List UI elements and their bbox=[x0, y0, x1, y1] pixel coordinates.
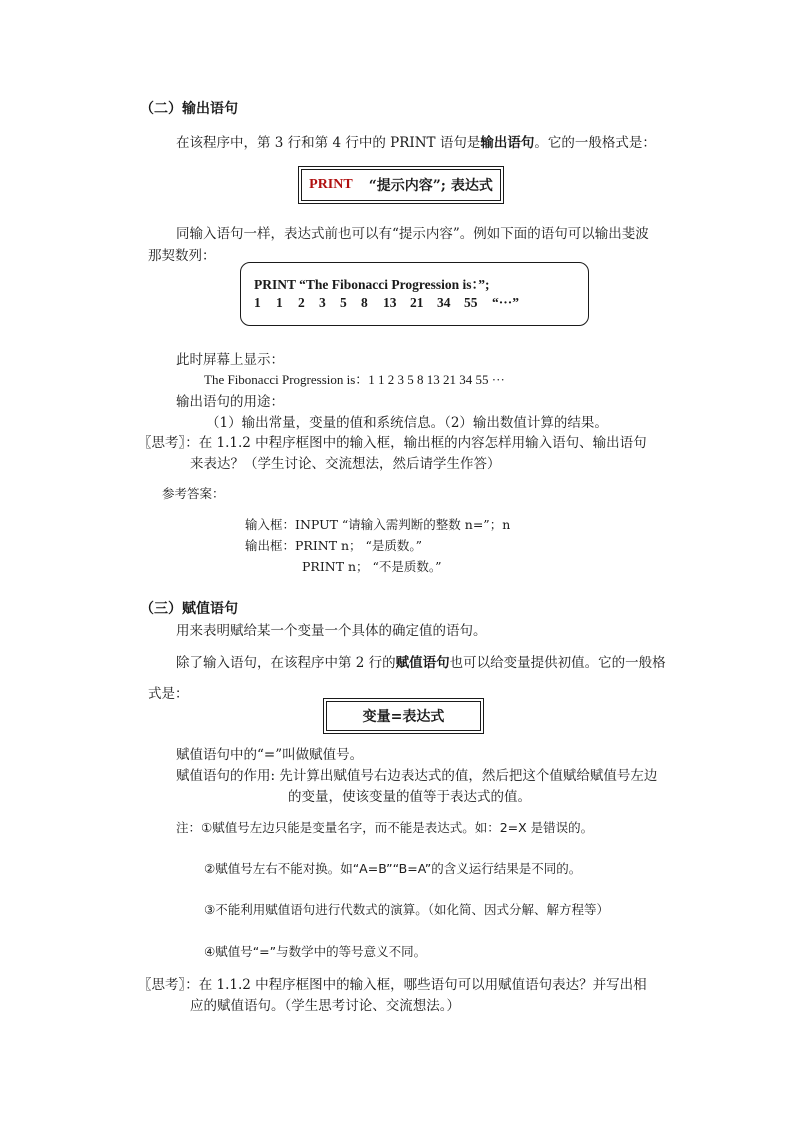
output-intro-paragraph bbox=[176, 131, 656, 151]
assignment-definition: 用来表明赋给某一个变量一个具体的确定值的语句。 bbox=[176, 623, 487, 639]
assignment-role-line1: 赋值语句的作用: 先计算出赋值号右边表达式的值，然后把这个值赋给赋值号左边 bbox=[176, 768, 658, 784]
note-4: ④赋值号“=”与数学中的等号意义不同。 bbox=[204, 944, 427, 959]
answer-output-line2: PRINT n； “不是质数。” bbox=[302, 559, 442, 574]
note-3: ③不能利用赋值语句进行代数式的演算。（如化简、因式分解、解方程等） bbox=[204, 902, 609, 917]
fibonacci-paragraph-line2: 那契数列： bbox=[148, 248, 216, 264]
answer-output-line1: 输出框：PRINT n； “是质数。” bbox=[245, 538, 423, 553]
fib-number: 2 bbox=[298, 295, 305, 310]
fib-number: 1 bbox=[254, 295, 261, 310]
assignment-paragraph-line2: 式是： bbox=[148, 686, 189, 702]
fib-number: 8 bbox=[361, 295, 368, 310]
fib-number: 21 bbox=[410, 295, 424, 310]
note-2: ②赋值号左右不能对换。如“A=B”“B=A”的含义运行结果是不同的。 bbox=[204, 861, 582, 876]
think-1-line1: 〖思考〗：在 1.1.2 中程序框图中的输入框，输出框的内容怎样用输入语句、输出语句 bbox=[138, 435, 647, 451]
fib-number: 34 bbox=[437, 295, 451, 310]
think-2-line2: 应的赋值语句。（学生思考讨论、交流想法。） bbox=[190, 998, 460, 1014]
screen-display-label: 此时屏幕上显示： bbox=[176, 352, 284, 368]
fibonacci-code-box bbox=[240, 262, 589, 326]
fib-ellipsis: “···” bbox=[492, 295, 520, 310]
print-format-rest: “提示内容”; 表达式 bbox=[368, 178, 493, 194]
note-1: 注：①赋值号左边只能是变量名字，而不能是表达式。如：2=X 是错误的。 bbox=[176, 820, 594, 835]
screen-display-text: The Fibonacci Progression is：1 1 2 3 5 8 13 21 34 55 ··· bbox=[204, 372, 505, 387]
fib-number: 1 bbox=[276, 295, 283, 310]
assignment-role-line2: 的变量，使该变量的值等于表达式的值。 bbox=[288, 789, 531, 805]
answer-input-line: 输入框：INPUT “请输入需判断的整数 n=”；n bbox=[245, 517, 511, 532]
usage-label: 输出语句的用途： bbox=[176, 394, 284, 410]
code-line-1: PRINT “The Fibonacci Progression is：”; bbox=[254, 277, 490, 292]
assignment-para-post: 也可以给变量提供初值。它的一般格 bbox=[449, 655, 666, 671]
assignment-sign-line: 赋值语句中的“=”叫做赋值号。 bbox=[176, 747, 364, 763]
print-keyword: PRINT bbox=[309, 177, 353, 192]
output-intro-pre: 在该程序中，第 3 行和第 4 行中的 PRINT 语句是 bbox=[176, 135, 481, 151]
output-intro-bold: 输出语句 bbox=[480, 135, 535, 151]
output-intro-post: 。它的一般格式是： bbox=[534, 135, 656, 151]
code-line-2 bbox=[254, 295, 519, 311]
assignment-format-box: 变量=表达式 bbox=[326, 701, 481, 731]
think-2-line1: 〖思考〗：在 1.1.2 中程序框图中的输入框，哪些语句可以用赋值语句表达？并写出相 bbox=[138, 977, 647, 993]
section-2-heading: （二）输出语句 bbox=[140, 101, 238, 117]
print-format-box bbox=[301, 169, 501, 201]
fib-number: 55 bbox=[464, 295, 478, 310]
fib-number: 5 bbox=[340, 295, 347, 310]
assignment-paragraph-line1 bbox=[176, 651, 666, 671]
fibonacci-paragraph-line1: 同输入语句一样，表达式前也可以有“提示内容”。例如下面的语句可以输出斐波 bbox=[176, 226, 649, 242]
think-1-line2: 来表达？（学生讨论、交流想法，然后请学生作答） bbox=[190, 456, 501, 472]
section-3-heading: （三）赋值语句 bbox=[140, 601, 238, 617]
fib-number: 3 bbox=[319, 295, 326, 310]
assignment-para-bold: 赋值语句 bbox=[395, 655, 450, 671]
answer-label: 参考答案： bbox=[162, 486, 225, 501]
usage-text: （1）输出常量，变量的值和系统信息。（2）输出数值计算的结果。 bbox=[206, 415, 608, 431]
assignment-para-pre: 除了输入语句，在该程序中第 2 行的 bbox=[176, 655, 396, 671]
fib-number: 13 bbox=[383, 295, 397, 310]
